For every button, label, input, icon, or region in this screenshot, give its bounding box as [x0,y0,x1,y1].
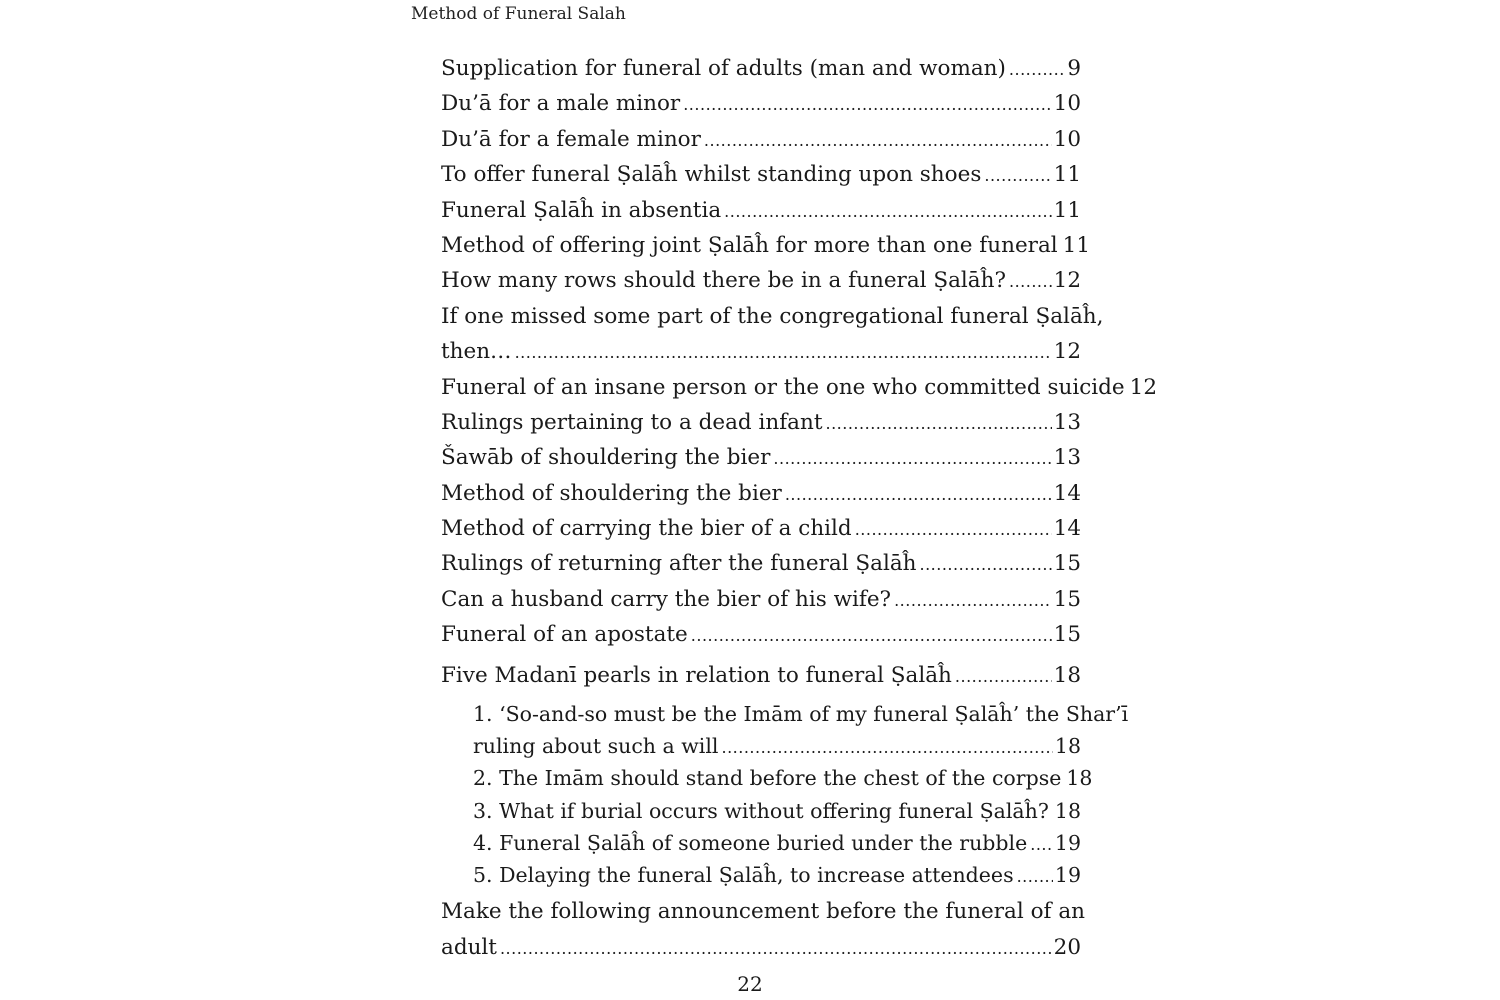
toc-entry-page: 20 [1053,934,1081,960]
toc-entry-title: Funeral Ṣalāĥ in absentia [441,197,722,223]
toc-entry [441,546,1081,581]
toc-entry-page: 11 [1053,162,1081,188]
dot-leader [1009,264,1052,299]
toc-subentry [441,827,1081,859]
toc-entry [441,51,1081,86]
toc-entry [441,228,1090,263]
toc-entry-page: 15 [1053,622,1081,648]
toc-entry [441,511,1081,546]
dot-leader [683,87,1051,122]
toc-entry-title: Du’ā for a female minor [441,126,701,152]
toc-entry-title: Five Madanī pearls in relation to funeral Ṣalāĥ [441,662,952,688]
toc-entry [441,157,1081,192]
dot-leader [724,194,1052,229]
toc-entry-page: 13 [1053,445,1081,471]
dot-leader [894,583,1052,618]
toc-entry-page: 15 [1053,586,1081,612]
toc-entry-title: Rulings of returning after the funeral Ṣalāĥ [441,551,917,577]
toc-entry-title-line1: Make the following announcement before the funeral of an [441,899,1085,925]
toc-subentry [441,859,1081,891]
toc-entry [441,617,1081,652]
toc-entry [441,582,1081,617]
toc-entry-page: 11 [1062,232,1090,258]
toc-entry-title-line1: If one missed some part of the congregational funeral Ṣalāĥ, [441,303,1104,329]
dot-leader [1017,861,1053,893]
toc-subentry-page: 18 [1066,766,1093,791]
toc-entry [441,476,1081,511]
toc-entry-title: Rulings pertaining to a dead infant [441,409,823,435]
toc-entry-title: Šawāb of shouldering the bier [441,445,771,471]
toc-subentry-title: 4. Funeral Ṣalāĥ of someone buried under the rubble [473,830,1028,855]
toc-entry-page: 12 [1053,339,1081,365]
dot-leader [691,618,1052,653]
dot-leader [721,732,1052,764]
toc-entry [441,263,1081,298]
toc-entry [441,86,1081,121]
toc-entry-title-line2: adult [441,934,497,960]
toc-entry-page: 15 [1053,551,1081,577]
toc-entry-page: 12 [1053,268,1081,294]
toc-subentry-title: 5. Delaying the funeral Ṣalāĥ, to increase attendees [473,862,1014,887]
toc-entry [441,193,1081,228]
table-of-contents [441,51,1158,965]
toc-entry [441,658,1081,693]
toc-entry-title: Method of shouldering the bier [441,480,782,506]
toc-entry [441,122,1081,157]
toc-subentry-page: 19 [1054,862,1081,887]
dot-leader [826,406,1052,441]
dot-leader [704,123,1052,158]
toc-entry-title: Supplication for funeral of adults (man and woman) [441,56,1006,81]
toc-entry-title: How many rows should there be in a funeral Ṣalāĥ? [441,268,1006,294]
toc-entry [441,299,1104,370]
toc-entry [441,440,1081,475]
running-header-title: Method of Funeral Salah [411,4,626,24]
dot-leader [1009,52,1065,87]
dot-leader [773,441,1051,476]
toc-subentry [441,795,1081,827]
dot-leader [1030,829,1053,861]
toc-subentry-page: 18 [1054,734,1081,759]
toc-subentry [441,762,1093,794]
dot-leader [785,477,1052,512]
dot-leader [1052,797,1053,829]
toc-entry-page: 18 [1053,662,1081,688]
toc-entry-page: 11 [1053,197,1081,223]
dot-leader [955,659,1052,694]
toc-subentry-title: 2. The Imām should stand before the chest of the corpse [473,766,1062,791]
toc-entry-title: Method of offering joint Ṣalāĥ for more than one funeral [441,232,1058,258]
toc-entry-page: 14 [1053,480,1081,506]
toc-entry-title: Method of carrying the bier of a child [441,516,852,542]
toc-entry-page: 12 [1129,374,1158,400]
toc-entry-page: 14 [1053,516,1081,542]
toc-subentry-title-line1: 1. ‘So-and-so must be the Imām of my funeral Ṣalāĥ’ the Shar’ī [473,702,1129,727]
toc-entry-title: Du’ā for a male minor [441,91,681,117]
dot-leader [984,158,1051,193]
toc-entry-page: 9 [1067,56,1081,81]
dot-leader [920,547,1052,582]
toc-entry [441,370,1158,405]
toc-subentry-title-line2: ruling about such a will [473,734,719,759]
dot-leader [855,512,1052,547]
toc-subentry-page: 18 [1054,798,1081,823]
toc-entry-title: Funeral of an apostate [441,622,688,648]
dot-leader [500,931,1052,966]
toc-entry-page: 13 [1053,409,1081,435]
toc-entry-title: Funeral of an insane person or the one who committed suicide [441,374,1125,400]
toc-entry-page: 10 [1053,126,1081,152]
dot-leader [515,335,1052,370]
toc-entry-page: 10 [1053,91,1081,117]
toc-subentries [441,698,1129,891]
toc-subentry-page: 19 [1054,830,1081,855]
toc-entry [441,894,1085,965]
toc-entry-title-line2: then… [441,339,512,365]
toc-entry-title: Can a husband carry the bier of his wife? [441,586,892,612]
toc-entry-title: To offer funeral Ṣalāĥ whilst standing upon shoes [441,162,982,188]
toc-subentry [441,698,1129,762]
toc-subentry-title: 3. What if burial occurs without offering funeral Ṣalāĥ? [473,798,1049,823]
toc-entry [441,405,1081,440]
page-number: 22 [737,972,763,996]
